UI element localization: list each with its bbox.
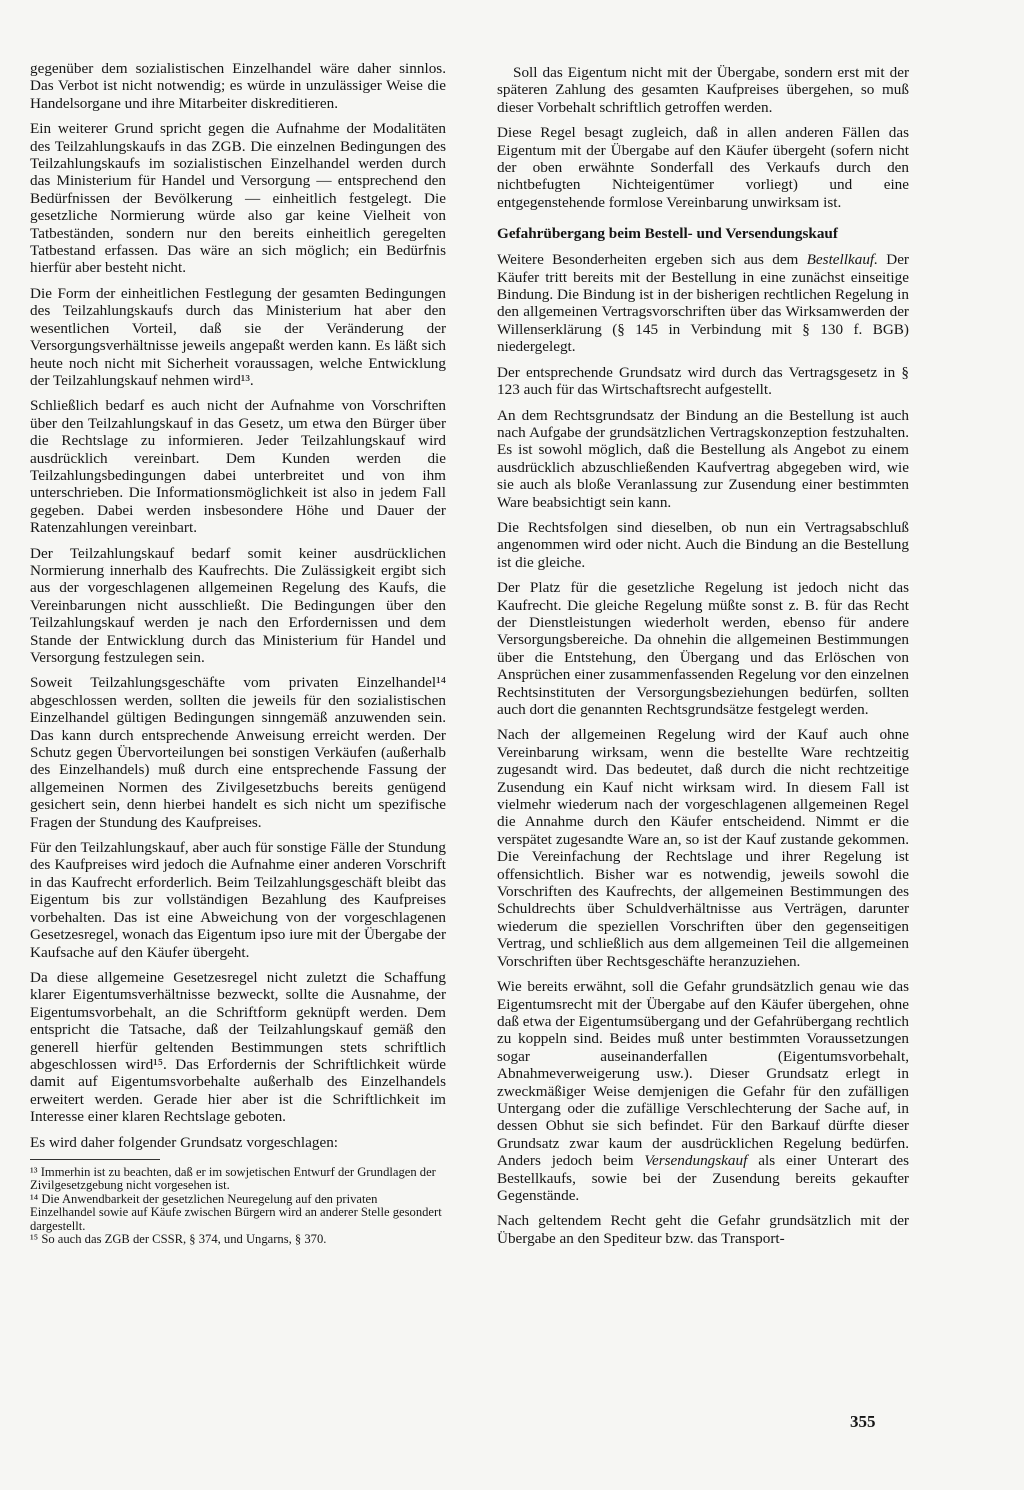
section-heading: Gefahrübergang beim Bestell- und Versendungskauf bbox=[497, 225, 838, 243]
paragraph: gegenüber dem sozialistischen Einzelhandel wäre daher sinnlos. Das Verbot ist nicht notwendig; es würde in unzulässiger Weise die Handelsorgane und ihre Mitarbeiter diskreditieren. bbox=[30, 60, 446, 112]
page-number: 355 bbox=[850, 1412, 876, 1431]
paragraph bbox=[497, 251, 909, 355]
emphasis: Versendungskauf bbox=[644, 1152, 748, 1170]
text-run: Der Käufer tritt bereits mit der Bestellung in eine zunächst einseitige Bindung. Die Bindung ist in der bisherigen rechtlichen Regelung in den allgemeinen Vertragsvorschriften über das Wirksamwerden der Willenserklärung (§ 145 in Verbindung mit § 130 f. BGB) niedergelegt. bbox=[497, 251, 909, 356]
paragraph: Der Teilzahlungskauf bedarf somit keiner ausdrücklichen Normierung innerhalb des Kaufrechts. Die Zulässigkeit ergibt sich aus der vorgeschlagenen allgemeinen Regelung des Kaufs, die Vereinbarungen nicht ausschließt. Die Bedingungen über den Teilzahlungskauf werden je nach den Erfordernissen und dem Stande der Entwicklung durch das Ministerium für Handel und Versorgung festzulegen sein. bbox=[30, 544, 446, 666]
paragraph: Soweit Teilzahlungsgeschäfte vom privaten Einzelhandel¹⁴ abgeschlossen werden, sollten die jeweils für den sozialistischen Einzelhandel gültigen Bedingungen sinngemäß anzuwenden sein. Das kann durch entsprechende Anweisung erreicht werden. Der Schutz gegen Übervorteilungen bei sonstigen Verkäufen (außerhalb des Einzelhandels) muß durch eine entsprechende Fassung der allgemeinen Normen des Zivilgesetzbuchs bereits genügend gesichert sein, denn hierbei handelt es sich nicht um spezifische Fragen der Stundung des Kaufpreises. bbox=[30, 674, 446, 831]
footnote-divider bbox=[30, 1159, 160, 1160]
paragraph: Für den Teilzahlungskauf, aber auch für sonstige Fälle der Stundung des Kaufpreises wird jedoch die Aufnahme einer anderen Vorschrift in das Kaufrecht erforderlich. Beim Teilzahlungsgeschäft bleibt das Eigentum bis zur vollständigen Bezahlung des Kaufpreises vorbehalten. Das ist eine Abweichung von der vorgeschlagenen Gesetzesregel, wonach das Eigentum ipso iure mit der Übergabe der Kaufsache auf den Käufer übergeht. bbox=[30, 839, 446, 961]
proposed-principle-quote: Soll das Eigentum nicht mit der Übergabe, sondern erst mit der späteren Zahlung des gesamten Kaufpreises übergehen, so muß dieser Vorbehalt schriftlich getroffen werden. bbox=[497, 64, 909, 116]
emphasis: Bestellkauf. bbox=[806, 251, 878, 269]
footnote: ¹⁴ Die Anwendbarkeit der gesetzlichen Neuregelung auf den privaten Einzelhandel sowie auf Käufe zwischen Bürgern wird an anderer Stelle gesondert dargestellt. bbox=[30, 1191, 442, 1233]
text-run: Weitere Besonderheiten ergeben sich aus dem bbox=[497, 251, 807, 269]
paragraph: Da diese allgemeine Gesetzesregel nicht zuletzt die Schaffung klarer Eigentumsverhältnisse bezweckt, sollte die Ausnahme, der Eigentumsvorbehalt, an die Schriftform geknüpft werden. Dem entspricht die Tatsache, daß der Teilzahlungskauf gemäß den generell hierfür geltenden Bestimmungen stets schriftlich abgeschlossen wird¹⁵. Das Erfordernis der Schriftlichkeit würde damit auf Eigentumsvorbehalte außerhalb des Einzelhandels erweitert werden. Gerade hier aber ist die Schriftlichkeit im Interesse einer klaren Rechtslage geboten. bbox=[30, 968, 446, 1126]
text-run: als einer Unterart des Bestellkaufs, sowie bei der Zusendung bereits gekaufter Gegenstände. bbox=[497, 1152, 909, 1204]
paragraph: Der Platz für die gesetzliche Regelung ist jedoch nicht das Kaufrecht. Die gleiche Regelung müßte sonst z. B. für das Recht der Dienstleistungen wiederholt werden, ebenso für andere Versorgungsbereiche. Da ohnehin die allgemeinen Bestimmungen über die Entstehung, den Übergang und das Erlöschen von Ansprüchen einer zusammenfassenden Regelung vor den einzelnen Rechtsinstituten der Versorgungsbeziehungen bedürfen, sollten auch dort die genannten Rechtsgrundsätze festgelegt werden. bbox=[497, 579, 909, 718]
paragraph: An dem Rechtsgrundsatz der Bindung an die Bestellung ist auch nach Aufgabe der grundsätzlichen Vertragskonzeption festzuhalten. Es ist sowohl möglich, daß die Bestellung als Angebot zu einem ausdrücklich abzuschließenden Kaufvertrag abgegeben wird, wie sie auch als bloße Veranlassung zur Zusendung einer bestimmten Ware beabsichtigt sein kann. bbox=[497, 406, 909, 511]
left-column bbox=[30, 60, 446, 1246]
paragraph: Der entsprechende Grundsatz wird durch das Vertragsgesetz in § 123 auch für das Wirtschaftsrecht aufgestellt. bbox=[497, 363, 909, 399]
footnotes bbox=[30, 1166, 446, 1246]
paragraph: Die Form der einheitlichen Festlegung der gesamten Bedingungen des Teilzahlungskaufs durch das Ministerium hat aber den wesentlichen Vorteil, daß sie der Veränderung der Versorgungsverhältnisse jeweils angepaßt werden kann. Es läßt sich heute noch nicht mit Sicherheit voraussagen, welche Entwicklung der Teilzahlungskauf nehmen wird¹³. bbox=[30, 284, 446, 389]
paragraph: Die Rechtsfolgen sind dieselben, ob nun ein Vertragsabschluß angenommen wird oder nicht. Auch die Bindung an die Bestellung ist die gleiche. bbox=[497, 518, 909, 571]
right-column bbox=[497, 64, 909, 1255]
paragraph: Ein weiterer Grund spricht gegen die Aufnahme der Modalitäten des Teilzahlungskaufs in das ZGB. Die einzelnen Bedingungen des Teilzahlungskaufs im sozialistischen Einzelhandel werden durch das Ministerium für Handel und Versorgung — entsprechend den Bedürfnissen der Bevölkerung — einheitlich festgelegt. Die gesetzliche Normierung würde also gar keine Vielheit von Tatbeständen, sondern nur den bereits einheitlich geregelten Tatbestand erfassen. Das wäre an sich möglich; ein Bedürfnis hierfür aber besteht nicht. bbox=[30, 120, 446, 277]
paragraph: Schließlich bedarf es auch nicht der Aufnahme von Vorschriften über den Teilzahlungskauf in das Gesetz, um etwa den Bürger über die Rechtslage zu informieren. Jeder Teilzahlungskauf wird ausdrücklich vereinbart. Dem Kunden werden die Teilzahlungsbedingungen dabei unterbreitet und von ihm unterschrieben. Die Informationsmöglichkeit ist also in jedem Fall gegeben. Dabei werden insbesondere Höhe und Dauer der Ratenzahlungen vereinbart. bbox=[30, 397, 446, 537]
paragraph: Nach geltendem Recht geht die Gefahr grundsätzlich mit der Übergabe an den Spediteur bzw. das Transport- bbox=[497, 1212, 909, 1247]
paragraph: Diese Regel besagt zugleich, daß in allen anderen Fällen das Eigentum mit der Übergabe auf den Käufer übergeht (sofern nicht der oben erwähnte Sonderfall des Verkaufs durch den nichtbefugten Nichteigentümer vorliegt) und eine entgegenstehende formlose Vereinbarung unwirksam ist. bbox=[497, 124, 909, 211]
text-run: Wie bereits erwähnt, soll die Gefahr grundsätzlich genau wie das Eigentumsrecht mit der Übergabe auf den Käufer übergehen, ohne daß etwa der Eigentumsübergang und der Gefahrübergang rechtlich zu koppeln sind. Beides muß unter bestimmten Voraussetzungen sogar auseinanderfallen (Eigentumsvorbehalt, Abnahmeverweigerung usw.). Dieser Grundsatz erlegt in zweckmäßiger Weise demjenigen die Gefahr für den zufälligen Untergang oder die zufällige Verschlechterung der Sache auf, in dessen Obhut sie sich befindet. Für den Barkauf dürfte dieser Grundsatz zwar kaum der ausdrücklichen Regelung bedürfen. Anders jedoch beim bbox=[497, 978, 909, 1170]
footnote: ¹⁵ So auch das ZGB der CSSR, § 374, und Ungarns, § 370. bbox=[30, 1232, 327, 1246]
paragraph: Es wird daher folgender Grundsatz vorgeschlagen: bbox=[30, 1133, 339, 1151]
paragraph: Nach der allgemeinen Regelung wird der Kauf auch ohne Vereinbarung wirksam, wenn die bestellte Ware rechtzeitig zugesandt wird. Das bedeutet, daß durch die nicht rechtzeitige Zusendung ein Kauf nicht wirksam wird. In diesem Fall ist vielmehr wiederum nach der vorgeschlagenen allgemeinen Regel die Annahme durch den Käufer entscheidend. Nimmt er die verspätet zugesandte Ware an, so ist der Kauf zustande gekommen. Die Vereinfachung der Rechtslage und ihrer Regelung ist offensichtlich. Bisher war es notwendig, jeweils sowohl die Vorschriften des Kaufrechts, der allgemeinen Bestimmungen des Schuldrechts über Schuldverhältnisse aus Verträgen, darunter wiederum die speziellen Vorschriften über den gegenseitigen Vertrag, und schließlich aus dem allgemeinen Teil die allgemeinen Vorschriften über Rechtsgeschäfte heranzuziehen. bbox=[497, 726, 909, 970]
footnote: ¹³ Immerhin ist zu beachten, daß er im sowjetischen Entwurf der Grundlagen der Zivilgesetzgebung nicht vorgesehen ist. bbox=[30, 1164, 436, 1193]
paragraph bbox=[497, 978, 909, 1204]
